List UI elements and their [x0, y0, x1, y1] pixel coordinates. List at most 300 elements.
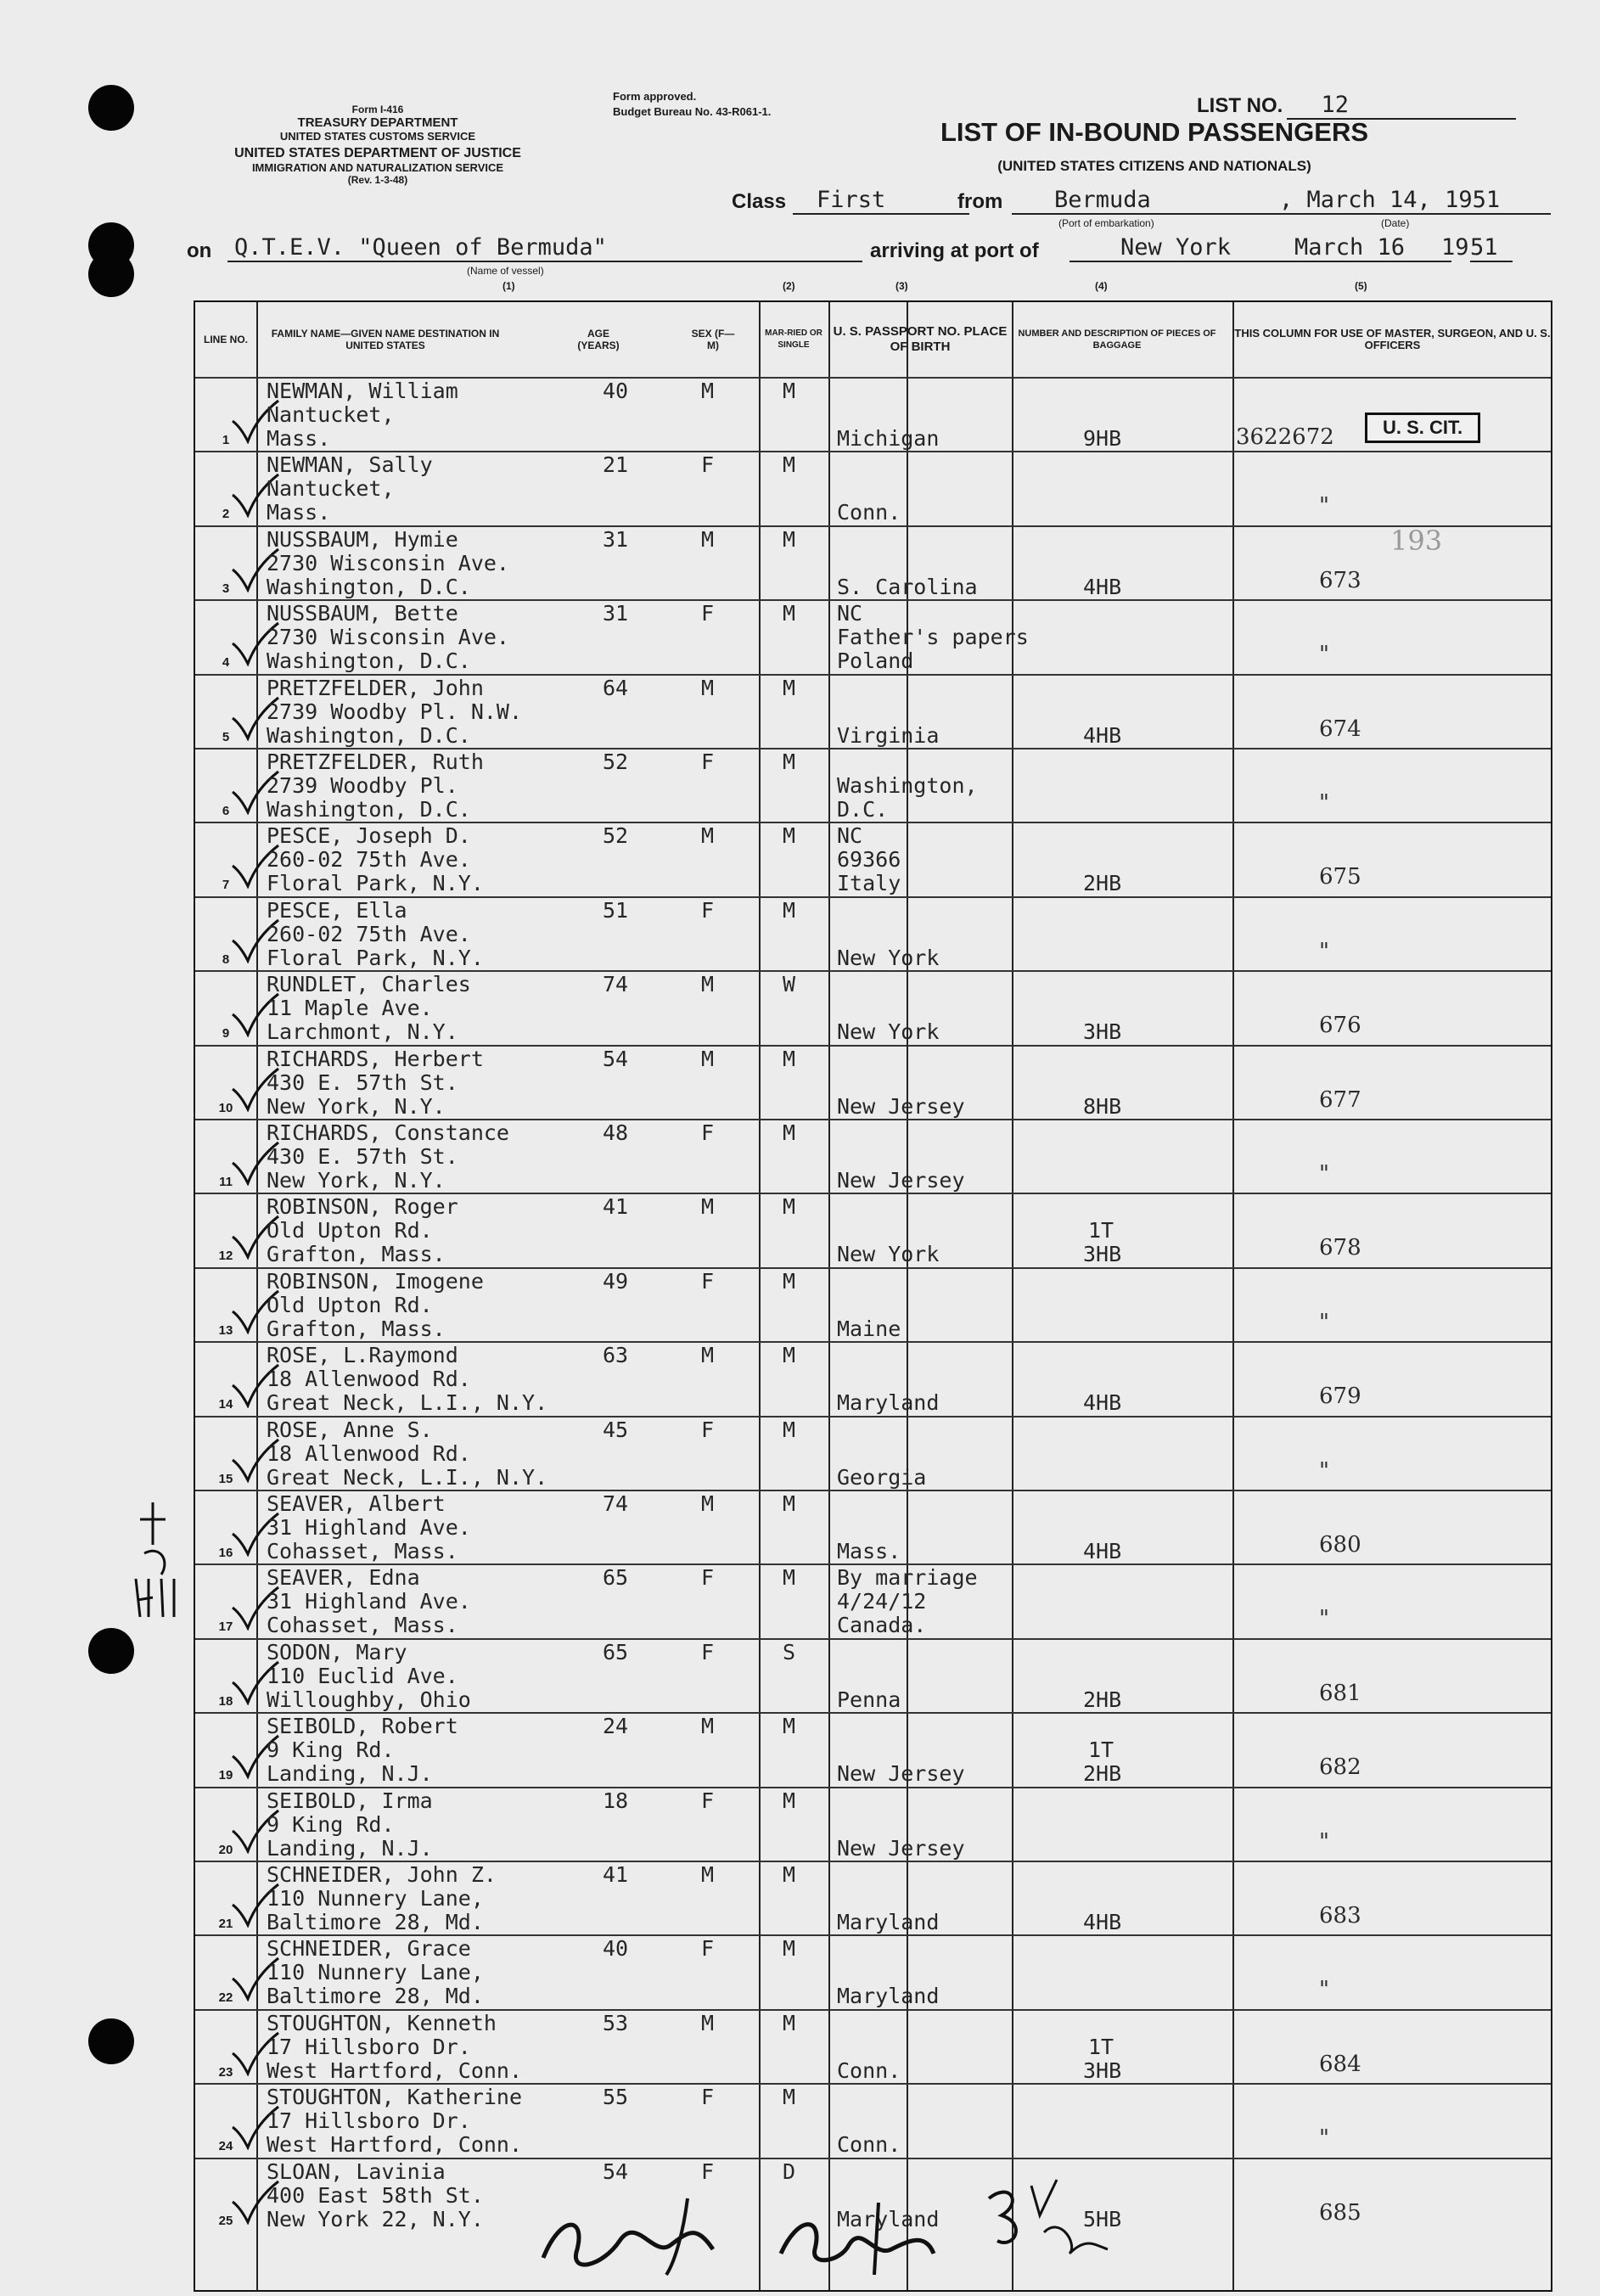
place-of-birth: Michigan: [837, 426, 940, 451]
destination-line-1: 18 Allenwood Rd.: [267, 1440, 471, 1466]
age: 31: [603, 601, 629, 626]
line-number: 19: [218, 1768, 233, 1783]
immigration-service: IMMIGRATION AND NATURALIZATION SERVICE: [251, 161, 504, 174]
destination-line-1: 430 E. 57th St.: [267, 1069, 458, 1095]
marital-status: W: [783, 972, 796, 997]
col-header-sex: SEX (F—M): [691, 328, 735, 351]
destination-line-2: Great Neck, L.I., N.Y.: [267, 1390, 548, 1416]
table-row: [195, 1193, 1551, 1268]
destination-line-1: Old Upton Rd.: [267, 1218, 433, 1243]
marital-status: M: [783, 1046, 796, 1071]
treasury-dept: TREASURY DEPARTMENT: [297, 115, 458, 130]
marital-status: M: [783, 1120, 796, 1145]
officer-entry: 3622672: [1236, 424, 1334, 450]
passenger-name: RICHARDS, Herbert: [267, 1046, 484, 1071]
table-row: [195, 970, 1551, 1046]
line-number: 13: [218, 1322, 233, 1338]
place-of-birth: New Jersey: [837, 1835, 965, 1861]
binder-hole-4: [88, 1628, 134, 1674]
officer-entry: ": [1319, 493, 1329, 519]
destination-line-1: 2739 Woodby Pl. N.W.: [267, 699, 523, 724]
destination-line-1: 430 E. 57th St.: [267, 1144, 458, 1169]
destination-line-2: Washington, D.C.: [267, 574, 471, 599]
line-number: 24: [218, 2139, 233, 2154]
place-of-birth: Canada.: [837, 1613, 927, 1638]
col-header-baggage: NUMBER AND DESCRIPTION OF PIECES OF BAGGAGE: [1018, 328, 1216, 351]
passenger-name: ROSE, Anne S.: [267, 1417, 433, 1442]
passenger-name: SEIBOLD, Irma: [267, 1788, 433, 1813]
marital-status: S: [783, 1639, 796, 1664]
line-number: 18: [218, 1693, 233, 1709]
table-row: [195, 2009, 1551, 2085]
sex: M: [701, 1862, 715, 1887]
officer-entry: ": [1319, 1309, 1329, 1335]
officer-entry: 673: [1319, 567, 1361, 593]
destination-line-1: 31 Highland Ave.: [267, 1589, 471, 1614]
officer-entry: 680: [1319, 1532, 1361, 1558]
class-value: First: [793, 187, 969, 215]
list-label: LIST NO.: [1197, 94, 1283, 117]
destination-line-1: Nantucket,: [267, 476, 395, 502]
sex: M: [701, 823, 715, 849]
destination-line-1: 31 Highland Ave.: [267, 1515, 471, 1540]
marital-status: M: [783, 526, 796, 552]
col-num-4: (4): [1095, 280, 1108, 292]
officer-entry: 676: [1319, 1013, 1361, 1039]
col-num-2: (2): [783, 280, 795, 292]
destination-line-1: 110 Euclid Ave.: [267, 1663, 458, 1688]
age: 53: [603, 2010, 629, 2035]
sex: F: [701, 2158, 715, 2184]
marital-status: M: [783, 601, 796, 626]
binder-hole-5: [88, 2018, 134, 2064]
destination-line-2: Landing, N.J.: [267, 1761, 433, 1787]
line-number: 4: [222, 655, 230, 671]
place-of-birth: Conn.: [837, 500, 901, 525]
line-number: 22: [218, 1990, 233, 2006]
age: 40: [603, 379, 629, 403]
document-subtitle: (UNITED STATES CITIZENS AND NATIONALS): [997, 158, 1311, 174]
from-value: Bermuda: [1012, 187, 1275, 215]
col-header-passport: U. S. PASSPORT NO. PLACE OF BIRTH: [833, 324, 1008, 354]
passport-line-2: Washington,: [837, 773, 978, 798]
arrival-century: 19: [1441, 234, 1469, 261]
col-header-married: MAR-RIED OR SINGLE: [765, 328, 822, 350]
col-num-3: (3): [895, 280, 908, 292]
place-of-birth: Italy: [837, 871, 901, 896]
baggage-count: 4HB: [1083, 574, 1122, 599]
arrival-year: 51: [1470, 234, 1513, 262]
officer-entry: ": [1319, 938, 1329, 964]
destination-line-2: New York 22, N.Y.: [267, 2206, 484, 2231]
col-num-1: (1): [502, 280, 515, 292]
class-label: Class: [732, 190, 787, 213]
line-number: 17: [218, 1620, 233, 1635]
table-row: [195, 2083, 1551, 2158]
age: 31: [603, 526, 629, 552]
budget-bureau: Budget Bureau No. 43-R061-1.: [613, 105, 772, 118]
sex: F: [701, 749, 715, 774]
line-number: 21: [218, 1917, 233, 1931]
passenger-name: NUSSBAUM, Bette: [267, 601, 458, 626]
passenger-name: RICHARDS, Constance: [267, 1120, 509, 1145]
place-of-birth: Georgia: [837, 1464, 927, 1490]
sex: F: [701, 1417, 715, 1442]
age: 54: [603, 1046, 629, 1071]
arrival-date: March 16: [1277, 234, 1451, 262]
officer-entry: ": [1319, 790, 1329, 816]
officer-entry: 685: [1319, 2199, 1361, 2226]
form-approved: Form approved.: [613, 90, 697, 103]
sex: M: [701, 1046, 715, 1071]
passenger-name: ROBINSON, Roger: [267, 1194, 458, 1220]
destination-line-1: 9 King Rd.: [267, 1737, 395, 1763]
destination-line-1: 18 Allenwood Rd.: [267, 1367, 471, 1392]
form-number: Form I-416: [351, 104, 404, 115]
passport-line-2: 69366: [837, 847, 901, 873]
passenger-name: ROSE, L.Raymond: [267, 1343, 458, 1368]
officer-entry: 684: [1319, 2051, 1361, 2077]
destination-line-1: 400 East 58th St.: [267, 2182, 484, 2208]
destination-line-1: 17 Hillsboro Dr.: [267, 2034, 471, 2059]
destination-line-1: 260-02 75th Ave.: [267, 847, 471, 873]
table-row: [195, 599, 1551, 675]
line-number: 16: [218, 1546, 233, 1560]
officer-entry: ": [1319, 1161, 1329, 1187]
marital-status: M: [783, 1194, 796, 1220]
baggage-count: 2HB: [1083, 1761, 1122, 1787]
sex: F: [701, 601, 715, 626]
sex: F: [701, 1936, 715, 1962]
table-row: [195, 1045, 1551, 1120]
table-row: [195, 1119, 1551, 1194]
destination-line-2: West Hartford, Conn.: [267, 2057, 523, 2083]
destination-line-1: 260-02 75th Ave.: [267, 921, 471, 946]
baggage-count: 8HB: [1083, 1093, 1122, 1119]
passenger-name: SCHNEIDER, Grace: [267, 1936, 471, 1962]
marital-status: M: [783, 1343, 796, 1368]
document-title: LIST OF IN-BOUND PASSENGERS: [940, 117, 1369, 147]
place-of-birth: S. Carolina: [837, 574, 978, 599]
destination-line-2: Floral Park, N.Y.: [267, 871, 484, 896]
table-row: [195, 1787, 1551, 1862]
arrival-port: New York: [1069, 234, 1316, 262]
sex: F: [701, 1120, 715, 1145]
col-header-age: AGE (YEARS): [577, 328, 620, 351]
place-of-birth: New York: [837, 1019, 940, 1045]
place-of-birth: Mass.: [837, 1539, 901, 1563]
departure-year: 51: [1472, 187, 1501, 213]
sex: M: [701, 379, 715, 403]
destination-line-2: Grafton, Mass.: [267, 1316, 446, 1341]
age: 24: [603, 1714, 629, 1739]
baggage-line-1: 1T: [1088, 1218, 1114, 1243]
pencil-annotation: 193: [1390, 525, 1443, 557]
baggage-line-1: 1T: [1088, 2034, 1114, 2059]
sex: F: [701, 1565, 715, 1591]
baggage-count: 9HB: [1083, 426, 1122, 451]
destination-line-1: 2739 Woodby Pl.: [267, 773, 458, 798]
passport-line-1: By marriage: [837, 1565, 978, 1591]
baggage-line-1: 1T: [1088, 1737, 1114, 1763]
age: 65: [603, 1639, 629, 1664]
passenger-name: NEWMAN, William: [267, 379, 458, 403]
marital-status: M: [783, 823, 796, 849]
revision: (Rev. 1-3-48): [347, 174, 408, 186]
officer-entry: 681: [1319, 1680, 1361, 1706]
passenger-name: ROBINSON, Imogene: [267, 1268, 484, 1294]
margin-scribble: [127, 1494, 187, 1621]
marital-status: M: [783, 1714, 796, 1739]
sex: M: [701, 972, 715, 997]
binder-hole-3: [88, 251, 134, 297]
officer-entry: ": [1319, 1606, 1329, 1632]
destination-line-2: Floral Park, N.Y.: [267, 945, 484, 970]
age: 55: [603, 2085, 629, 2110]
passenger-name: STOUGHTON, Kenneth: [267, 2010, 497, 2035]
col-header-officers: THIS COLUMN FOR USE OF MASTER, SURGEON, AND U. S. OFFICERS: [1234, 327, 1551, 351]
baggage-count: 2HB: [1083, 871, 1122, 896]
col-header-line: LINE NO.: [203, 334, 248, 345]
line-number: 2: [222, 507, 230, 522]
col-header-name: FAMILY NAME—GIVEN NAME DESTINATION IN UNITED STATES: [271, 328, 500, 351]
line-number: 23: [218, 2064, 233, 2080]
marital-status: M: [783, 2085, 796, 2110]
officer-entry: 683: [1319, 1903, 1361, 1928]
passenger-name: NUSSBAUM, Hymie: [267, 526, 458, 552]
age: 41: [603, 1194, 629, 1220]
age: 41: [603, 1862, 629, 1887]
sex: M: [701, 675, 715, 700]
line-number: 11: [219, 1175, 233, 1189]
baggage-count: 3HB: [1083, 1242, 1122, 1267]
passport-line-2: 4/24/12: [837, 1589, 927, 1614]
table-row: [195, 1934, 1551, 2010]
passenger-manifest-table: [194, 300, 1552, 2292]
binder-hole-1: [88, 85, 134, 131]
passenger-name: SEAVER, Albert: [267, 1491, 446, 1516]
justice-dept: UNITED STATES DEPARTMENT OF JUSTICE: [234, 146, 521, 160]
marital-status: M: [783, 1417, 796, 1442]
passenger-name: SLOAN, Lavinia: [267, 2158, 446, 2184]
passenger-name: RUNDLET, Charles: [267, 972, 471, 997]
age: 21: [603, 452, 629, 478]
officer-entry: ": [1319, 1828, 1329, 1855]
place-of-birth: New York: [837, 945, 940, 970]
destination-line-1: 11 Maple Ave.: [267, 996, 433, 1021]
baggage-count: 4HB: [1083, 1539, 1122, 1563]
passport-line-2: Father's papers: [837, 625, 1029, 650]
table-row: [195, 1490, 1551, 1565]
place-of-birth: Conn.: [837, 2057, 901, 2083]
officer-entry: ": [1319, 1457, 1329, 1484]
place-of-birth: New York: [837, 1242, 940, 1267]
place-of-birth: Maine: [837, 1316, 901, 1341]
destination-line-2: Washington, D.C.: [267, 648, 471, 674]
age: 51: [603, 897, 629, 923]
officer-entry: 677: [1319, 1086, 1361, 1113]
baggage-count: 4HB: [1083, 722, 1122, 748]
line-number: 10: [218, 1100, 233, 1115]
destination-line-1: 110 Nunnery Lane,: [267, 1886, 484, 1911]
passenger-name: SCHNEIDER, John Z.: [267, 1862, 497, 1887]
line-number: 1: [222, 433, 230, 447]
marital-status: M: [783, 675, 796, 700]
table-row: [195, 1861, 1551, 1936]
officer-entry: 678: [1319, 1235, 1361, 1261]
sex: M: [701, 526, 715, 552]
marital-status: M: [783, 1268, 796, 1294]
officer-entry: ": [1319, 2125, 1329, 2152]
destination-line-2: New York, N.Y.: [267, 1093, 446, 1119]
vessel-caption: (Name of vessel): [467, 265, 544, 277]
passenger-name: STOUGHTON, Katherine: [267, 2085, 523, 2110]
table-row: [195, 1563, 1551, 1639]
destination-line-1: 110 Nunnery Lane,: [267, 1960, 484, 1985]
place-of-birth: Maryland: [837, 2206, 940, 2231]
line-number: 14: [218, 1397, 233, 1412]
table-row: [195, 377, 1551, 452]
destination-line-2: Washington, D.C.: [267, 722, 471, 748]
destination-line-2: Landing, N.J.: [267, 1835, 433, 1861]
place-of-birth: New Jersey: [837, 1761, 965, 1787]
age: 52: [603, 823, 629, 849]
passenger-name: PRETZFELDER, John: [267, 675, 484, 700]
passenger-name: SEIBOLD, Robert: [267, 1714, 458, 1739]
table-row: [195, 748, 1551, 823]
age: 49: [603, 1268, 629, 1294]
age: 45: [603, 1417, 629, 1442]
embarkation-caption: (Port of embarkation): [1058, 217, 1154, 229]
line-number: 25: [218, 2213, 233, 2228]
table-row: [195, 896, 1551, 972]
age: 40: [603, 1936, 629, 1962]
list-number: 12: [1287, 92, 1516, 120]
officer-entry: 682: [1319, 1754, 1361, 1781]
line-number: 5: [222, 729, 230, 744]
baggage-count: 5HB: [1083, 2206, 1122, 2231]
marital-status: M: [783, 2010, 796, 2035]
age: 52: [603, 749, 629, 774]
col-num-5: (5): [1355, 280, 1367, 292]
passenger-name: PRETZFELDER, Ruth: [267, 749, 484, 774]
passenger-name: PESCE, Joseph D.: [267, 823, 471, 849]
passenger-name: SODON, Mary: [267, 1639, 407, 1664]
marital-status: M: [783, 379, 796, 403]
baggage-count: 3HB: [1083, 2057, 1122, 2083]
sex: M: [701, 1194, 715, 1220]
age: 54: [603, 2158, 629, 2184]
passport-line-1: NC: [837, 823, 863, 849]
place-of-birth: Conn.: [837, 2132, 901, 2158]
place-of-birth: D.C.: [837, 797, 889, 822]
officer-entry: 679: [1319, 1384, 1361, 1410]
class-line: [732, 187, 1521, 229]
officer-entry: 675: [1319, 864, 1361, 890]
marital-status: M: [783, 1936, 796, 1962]
age: 74: [603, 1491, 629, 1516]
place-of-birth: Maryland: [837, 1910, 940, 1934]
line-number: 3: [222, 581, 230, 596]
marital-status: M: [783, 1491, 796, 1516]
sex: F: [701, 1639, 715, 1664]
destination-line-2: Grafton, Mass.: [267, 1242, 446, 1267]
sex: F: [701, 897, 715, 923]
passport-line-1: NC: [837, 601, 863, 626]
place-of-birth: New Jersey: [837, 1168, 965, 1193]
table-row: [195, 525, 1551, 601]
place-of-birth: Virginia: [837, 722, 940, 748]
date-caption: (Date): [1381, 217, 1410, 229]
passenger-name: PESCE, Ella: [267, 897, 407, 923]
vessel-line: [187, 234, 1528, 285]
destination-line-2: Willoughby, Ohio: [267, 1687, 471, 1712]
marital-status: M: [783, 452, 796, 478]
marital-status: M: [783, 897, 796, 923]
sex: F: [701, 1788, 715, 1813]
vessel-name: Q.T.E.V. "Queen of Bermuda": [227, 234, 862, 262]
destination-line-2: West Hartford, Conn.: [267, 2132, 523, 2158]
sex: F: [701, 1268, 715, 1294]
marital-status: M: [783, 1788, 796, 1813]
destination-line-2: Larchmont, N.Y.: [267, 1019, 458, 1045]
on-label: on: [187, 239, 212, 262]
sex: M: [701, 1343, 715, 1368]
destination-line-2: Cohasset, Mass.: [267, 1539, 458, 1563]
age: 64: [603, 675, 629, 700]
place-of-birth: Poland: [837, 648, 914, 674]
line-number: 8: [222, 952, 230, 967]
marital-status: M: [783, 749, 796, 774]
line-number: 7: [222, 878, 230, 893]
marital-status: D: [783, 2158, 796, 2184]
inspector-signature: [526, 2164, 1171, 2283]
officer-entry: ": [1319, 642, 1329, 668]
passenger-name: SEAVER, Edna: [267, 1565, 420, 1591]
us-citizen-stamp: U. S. CIT.: [1365, 413, 1480, 443]
table-row: [195, 674, 1551, 749]
marital-status: M: [783, 1862, 796, 1887]
table-row: [195, 451, 1551, 526]
destination-line-1: 9 King Rd.: [267, 1811, 395, 1837]
destination-line-1: 17 Hillsboro Dr.: [267, 2108, 471, 2134]
list-number-block: [1197, 92, 1519, 120]
line-number: 6: [222, 804, 230, 818]
sex: M: [701, 1491, 715, 1516]
from-label: from: [957, 190, 1003, 213]
line-number: 12: [218, 1249, 233, 1264]
line-number: 15: [218, 1471, 233, 1486]
officer-entry: ": [1319, 1977, 1329, 2003]
departure-date: , March 14, 1951: [1245, 187, 1551, 215]
baggage-count: 3HB: [1083, 1019, 1122, 1045]
baggage-count: 4HB: [1083, 1390, 1122, 1416]
destination-line-2: New York, N.Y.: [267, 1168, 446, 1193]
baggage-count: 2HB: [1083, 1687, 1122, 1712]
sex: M: [701, 2010, 715, 2035]
age: 48: [603, 1120, 629, 1145]
baggage-count: 4HB: [1083, 1910, 1122, 1934]
form-agency-block: [191, 104, 564, 186]
destination-line-1: Old Upton Rd.: [267, 1292, 433, 1317]
table-row: [195, 1267, 1551, 1343]
destination-line-2: Washington, D.C.: [267, 797, 471, 822]
age: 18: [603, 1788, 629, 1813]
table-row: [195, 822, 1551, 897]
sex: M: [701, 1714, 715, 1739]
place-of-birth: New Jersey: [837, 1093, 965, 1119]
line-number: 9: [222, 1026, 230, 1041]
